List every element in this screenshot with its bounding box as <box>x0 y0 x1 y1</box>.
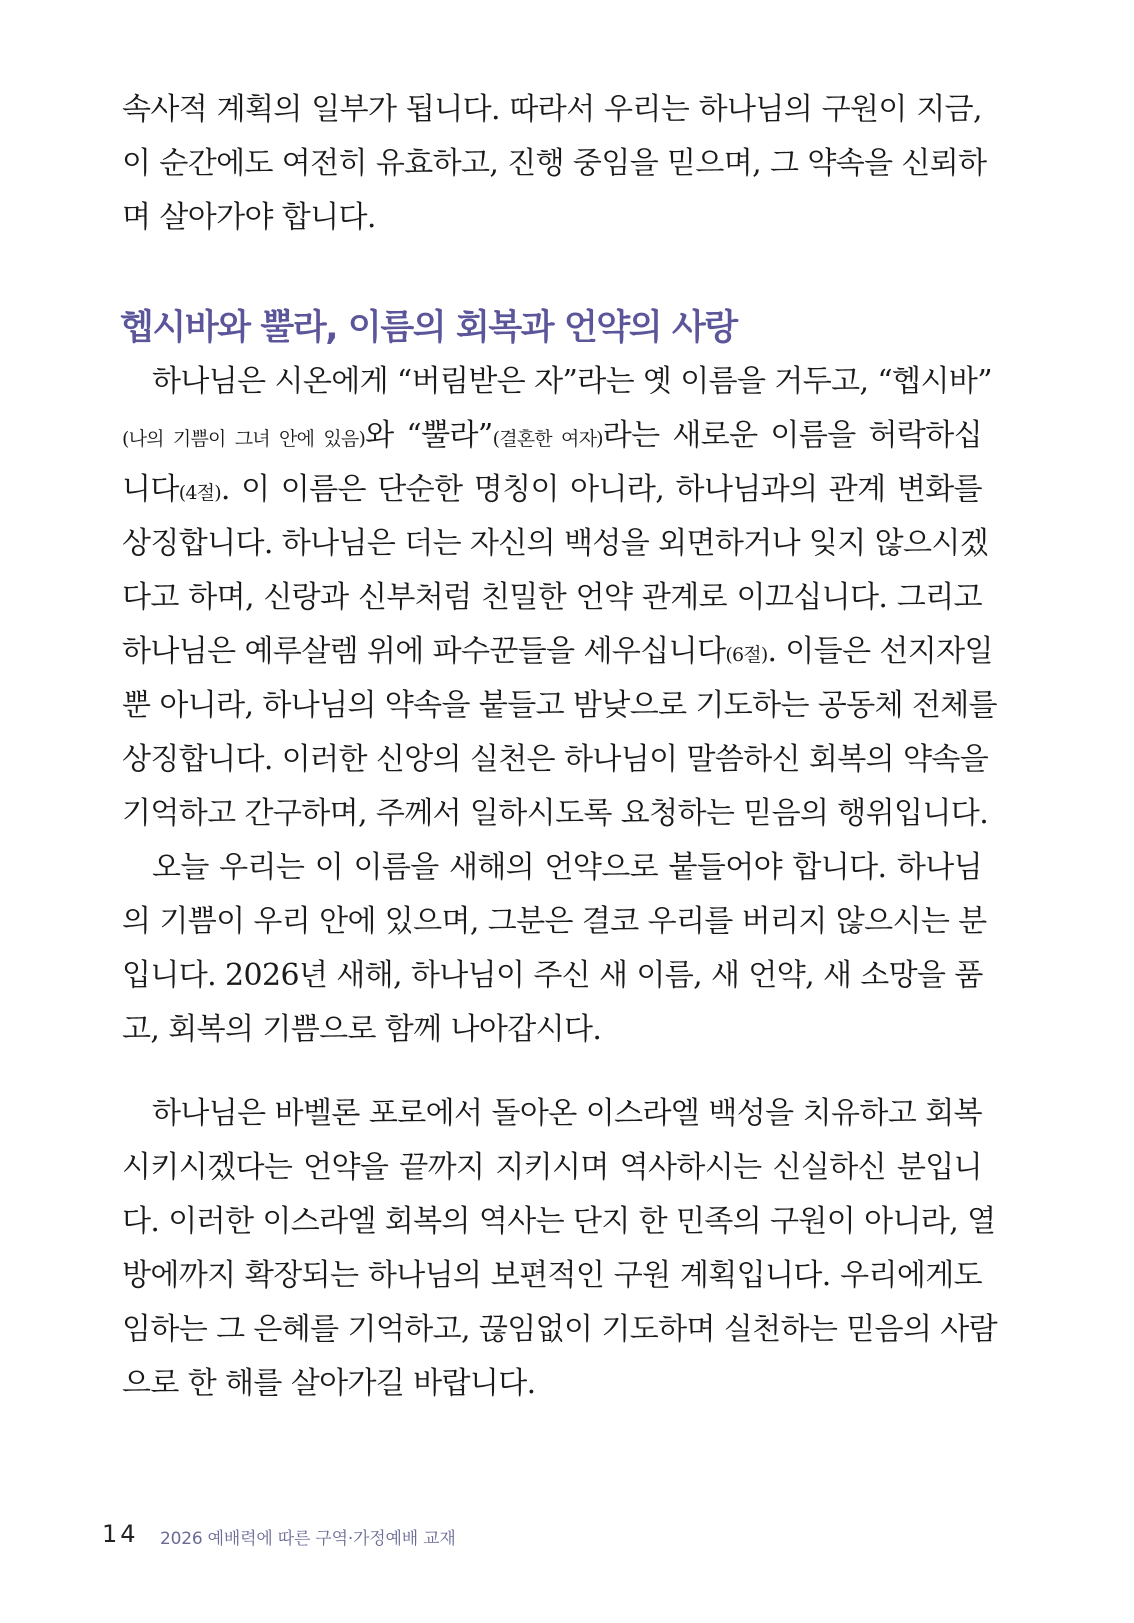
text-line: 으로 한 해를 살아가길 바랍니다. <box>122 1366 536 1401</box>
verse-reference: (6절) <box>725 644 768 666</box>
page-number: 14 <box>102 1520 139 1548</box>
text-line: 하나님은 시온에게 “버림받은 자”라는 옛 이름을 거두고, “헵시바” <box>152 364 992 399</box>
text-span: 와 “뿔라” <box>365 418 493 453</box>
text-line <box>122 470 982 513</box>
text-line <box>122 632 993 675</box>
verse-reference: (4절) <box>178 482 221 504</box>
text-span: 라는 새로운 이름을 허락하십 <box>602 418 982 453</box>
text-line: 고, 회복의 기쁨으로 함께 나아갑시다. <box>122 1012 602 1047</box>
text-line: 상징합니다. 하나님은 더는 자신의 백성을 외면하거나 잊지 않으시겠 <box>122 526 989 561</box>
section-heading: 헵시바와 뿔라, 이름의 회복과 언약의 사랑 <box>120 308 737 348</box>
text-span: 니다 <box>122 472 179 507</box>
text-line: 기억하고 간구하며, 주께서 일하시도록 요청하는 믿음의 행위입니다. <box>122 796 989 831</box>
text-line <box>122 416 982 459</box>
text-line: 뿐 아니라, 하나님의 약속을 붙들고 밤낮으로 기도하는 공동체 전체를 <box>122 688 998 723</box>
text-line: 며 살아가야 합니다. <box>122 200 376 235</box>
annotation-note: (나의 기쁨이 그녀 안에 있음) <box>122 428 366 450</box>
text-span: 하나님은 예루살렘 위에 파수꾼들을 세우십니다 <box>122 634 726 669</box>
text-line: 오늘 우리는 이 이름을 새해의 언약으로 붙들어야 합니다. 하나님 <box>152 850 982 885</box>
text-line: 다. 이러한 이스라엘 회복의 역사는 단지 한 민족의 구원이 아니라, 열 <box>122 1204 996 1239</box>
text-line: 시키시겠다는 언약을 끝까지 지키시며 역사하시는 신실하신 분입니 <box>122 1150 982 1185</box>
running-footer-title: 2026 예배력에 따른 구역·가정예배 교재 <box>160 1529 456 1549</box>
text-span: . 이 이름은 단순한 명칭이 아니라, 하나님과의 관계 변화를 <box>220 472 982 507</box>
text-line: 입니다. 2026년 새해, 하나님이 주신 새 이름, 새 언약, 새 소망을 품 <box>122 958 983 993</box>
annotation-note: (결혼한 여자) <box>492 428 603 450</box>
text-line: 의 기쁨이 우리 안에 있으며, 그분은 결코 우리를 버리지 않으시는 분 <box>122 904 987 939</box>
text-line: 하나님은 바벨론 포로에서 돌아온 이스라엘 백성을 치유하고 회복 <box>152 1096 982 1131</box>
text-line: 다고 하며, 신랑과 신부처럼 친밀한 언약 관계로 이끄십니다. 그리고 <box>122 580 982 615</box>
text-line: 방에까지 확장되는 하나님의 보편적인 구원 계획입니다. 우리에게도 <box>122 1258 982 1293</box>
text-line: 속사적 계획의 일부가 됩니다. 따라서 우리는 하나님의 구원이 지금, <box>122 92 982 127</box>
text-line: 이 순간에도 여전히 유효하고, 진행 중임을 믿으며, 그 약속을 신뢰하 <box>122 146 987 181</box>
text-line: 임하는 그 은혜를 기억하고, 끊임없이 기도하며 실천하는 믿음의 사람 <box>122 1312 998 1347</box>
text-line: 상징합니다. 이러한 신앙의 실천은 하나님이 말씀하신 회복의 약속을 <box>122 742 989 777</box>
text-span: . 이들은 선지자일 <box>767 634 993 669</box>
